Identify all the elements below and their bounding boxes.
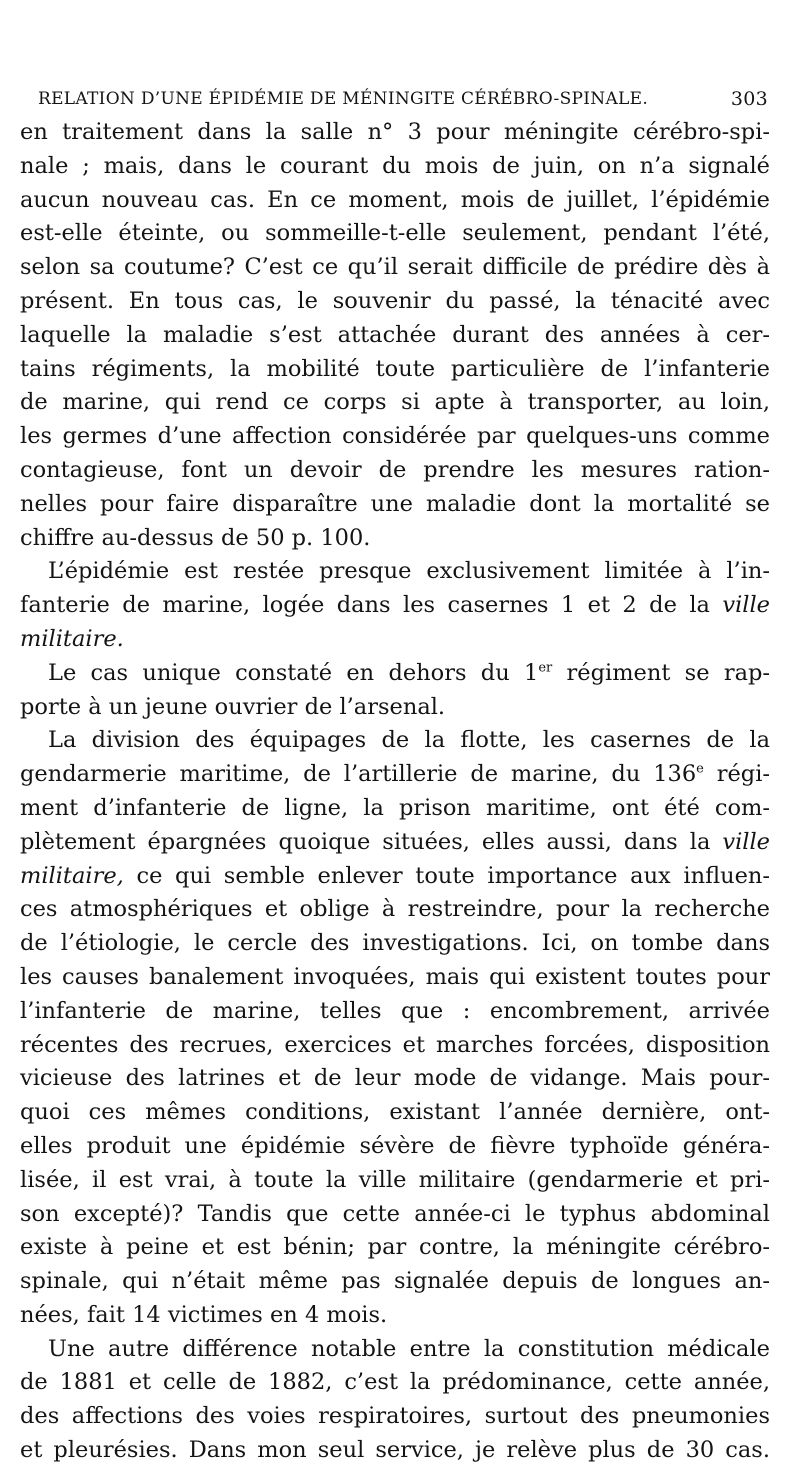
running-title: RELATION D’UNE ÉPIDÉMIE DE MÉNINGITE CÉRÉBRO-SPINALE. bbox=[38, 89, 649, 109]
italic-text: ville bbox=[722, 828, 770, 855]
text-line: les germes d’une affection considérée par quelques-uns comme bbox=[20, 423, 770, 450]
text-segment: Le cas unique constaté en dehors du 1 bbox=[48, 659, 539, 686]
text-line: L’épidémie est restée presque exclusivement limitée à l’in- bbox=[48, 558, 770, 585]
text-line: aucun nouveau cas. En ce moment, mois de juillet, l’épidémie bbox=[20, 186, 770, 213]
text-line: La division des équipages de la flotte, les casernes de la bbox=[48, 727, 770, 754]
text-line: en traitement dans la salle n° 3 pour méningite cérébro-spi- bbox=[20, 119, 770, 145]
text-line: porte à un jeune ouvrier de l’arsenal. bbox=[20, 693, 446, 720]
italic-text: ville bbox=[722, 592, 770, 619]
text-line: militaire. bbox=[20, 625, 124, 652]
text-line bbox=[20, 589, 770, 623]
text-segment: ce qui semble enlever toute importance aux influen- bbox=[136, 862, 770, 889]
text-line: chiffre au-dessus de 50 p. 100. bbox=[20, 524, 371, 551]
text-line bbox=[20, 826, 770, 860]
text-line: l’infanterie de marine, telles que : encombrement, arrivée bbox=[20, 997, 770, 1024]
text-line: et pleurésies. Dans mon seul service, je relève plus de 30 cas. bbox=[20, 1437, 770, 1464]
text-line bbox=[20, 758, 770, 792]
text-line: elles produit une épidémie sévère de fièvre typhoïde généra- bbox=[20, 1132, 770, 1159]
italic-text: militaire, bbox=[20, 862, 124, 889]
text-line: nées, fait 14 victimes en 4 mois. bbox=[20, 1301, 388, 1328]
text-line: présent. En tous cas, le souvenir du passé, la ténacité avec bbox=[20, 287, 770, 314]
text-line: lisée, il est vrai, à toute la ville militaire (gendarmerie et pri- bbox=[20, 1166, 770, 1193]
running-header bbox=[38, 84, 768, 114]
text-line: spinale, qui n’était même pas signalée depuis de longues an- bbox=[20, 1268, 770, 1295]
text-line: ces atmosphériques et oblige à restreindre, pour la recherche bbox=[20, 896, 770, 923]
text-line: contagieuse, font un devoir de prendre les mesures ration- bbox=[20, 456, 770, 483]
text-segment: régi- bbox=[716, 761, 770, 788]
text-line: ment d’infanterie de ligne, la prison maritime, ont été com- bbox=[20, 794, 770, 821]
text-line: vicieuse des latrines et de leur mode de vidange. Mais pour- bbox=[20, 1065, 770, 1092]
text-line: récentes des recrues, exercices et marches forcées, disposition bbox=[20, 1031, 770, 1058]
text-segment: gendarmerie maritime, de l’artillerie de marine, du 136 bbox=[20, 761, 697, 788]
text-line bbox=[20, 657, 770, 691]
text-line: nelles pour faire disparaître une maladie dont la mortalité se bbox=[20, 490, 770, 517]
text-line: les causes banalement invoquées, mais qui existent toutes pour bbox=[20, 963, 770, 990]
text-segment: fanterie de marine, logée dans les casernes 1 et 2 de la bbox=[20, 592, 710, 619]
text-line bbox=[20, 860, 770, 894]
body-text bbox=[20, 116, 770, 1468]
text-line: tains régiments, la mobilité toute particulière de l’infanterie bbox=[20, 355, 770, 382]
text-line: laquelle la maladie s’est attachée durant des années à cer- bbox=[20, 321, 770, 348]
text-line: son excepté)? Tandis que cette année-ci le typhus abdominal bbox=[20, 1200, 770, 1227]
text-line: Une autre différence notable entre la constitution médicale bbox=[48, 1335, 770, 1362]
text-line: selon sa coutume? C’est ce qu’il serait difficile de prédire dès à bbox=[20, 254, 770, 281]
superscript: er bbox=[538, 660, 553, 676]
text-line: est-elle éteinte, ou sommeille-t-elle seulement, pendant l’été, bbox=[20, 220, 770, 247]
text-line: des affections des voies respiratoires, surtout des pneumonies bbox=[20, 1403, 770, 1430]
text-line: existe à peine et est bénin; par contre, la méningite cérébro- bbox=[20, 1234, 770, 1261]
superscript: e bbox=[696, 761, 704, 777]
text-line: de marine, qui rend ce corps si apte à transporter, au loin, bbox=[20, 389, 770, 416]
page-number: 303 bbox=[730, 88, 768, 110]
text-segment: régiment se rap- bbox=[566, 659, 771, 686]
text-line: nale ; mais, dans le courant du mois de juin, on n’a signalé bbox=[20, 152, 770, 179]
text-line: de 1881 et celle de 1882, c’est la prédominance, cette année, bbox=[20, 1369, 770, 1396]
text-segment: plètement épargnées quoique situées, elles aussi, dans la bbox=[20, 828, 711, 855]
text-line: quoi ces mêmes conditions, existant l’année dernière, ont- bbox=[20, 1099, 770, 1126]
text-line: de l’étiologie, le cercle des investigations. Ici, on tombe dans bbox=[20, 930, 770, 957]
